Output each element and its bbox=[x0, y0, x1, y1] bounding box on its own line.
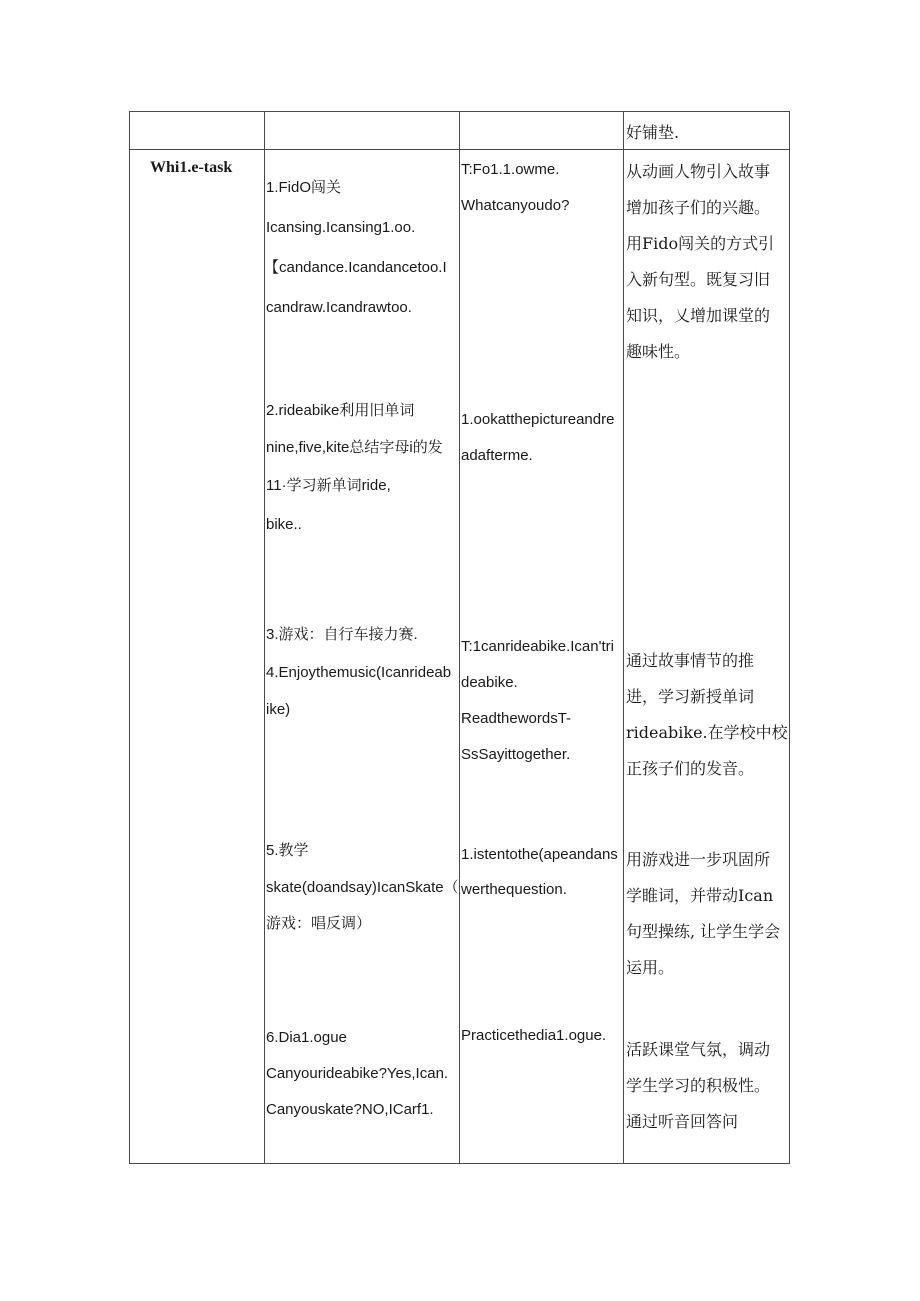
purpose-line: 学睢词，并带动Ican bbox=[626, 886, 774, 905]
purpose-line: 从动画人物引入故事 bbox=[626, 162, 771, 181]
step-line: Canyouskate?NO,ICarf1. bbox=[266, 1101, 434, 1118]
step-line: 3.游戏：自行车接力赛. bbox=[266, 626, 418, 643]
step-line: nine,five,kite总结字母i的发 bbox=[266, 439, 443, 456]
purpose-line: 用游戏进一步巩固所 bbox=[626, 850, 771, 869]
activity-line: ReadthewordsT- bbox=[461, 710, 572, 727]
purpose-line: 知识，乂增加课堂的 bbox=[626, 306, 771, 325]
purpose-line: 活跃课堂气氛，调动 bbox=[626, 1040, 771, 1059]
step-line: 游戏：唱反调） bbox=[266, 915, 372, 932]
purpose-line: 正孩子们的发音。 bbox=[626, 759, 755, 778]
purpose-line: 通过听音回答问 bbox=[626, 1112, 739, 1131]
purpose-line: 进，学习新授单词 bbox=[626, 687, 755, 706]
activity-line: 1.ookatthepictureandre bbox=[461, 411, 615, 428]
activity-line: Whatcanyoudo? bbox=[461, 197, 570, 214]
step-line: Canyourideabike?Yes,Ican. bbox=[266, 1065, 449, 1082]
step-line: candraw.Icandrawtoo. bbox=[266, 299, 412, 316]
activity-line: SsSayittogether. bbox=[461, 746, 571, 763]
step-line: 11·学习新单词ride, bbox=[266, 477, 391, 494]
purpose-line: 趣味性。 bbox=[626, 342, 691, 361]
purpose-line: rideabike.在学校中校 bbox=[626, 723, 788, 742]
step-line: ike) bbox=[266, 701, 291, 718]
step-line: 6.Dia1.ogue bbox=[266, 1029, 347, 1046]
table-right-border bbox=[789, 111, 790, 1164]
step-line: bike.. bbox=[266, 516, 302, 533]
activity-line: T:Fo1.1.owme. bbox=[461, 161, 560, 178]
purpose-line: 句型操练, 让学生学会 bbox=[626, 922, 781, 941]
activity-line: deabike. bbox=[461, 674, 518, 691]
table-left-border bbox=[129, 111, 130, 1164]
step-line: Icansing.Icansing1.oo. bbox=[266, 219, 416, 236]
step-line: 1.FidO闯关 bbox=[266, 179, 342, 196]
column-divider-3 bbox=[623, 111, 624, 1164]
purpose-line: 用Fido闯关的方式引 bbox=[626, 234, 775, 253]
activity-line: 1.istentothe(apeandans bbox=[461, 846, 618, 863]
step-line: skate(doandsay)IcanSkate（ bbox=[266, 879, 459, 896]
step-line: 5.教学 bbox=[266, 842, 309, 859]
step-line: 【candance.Icandancetoo.I bbox=[264, 259, 447, 276]
step-line: 4.Enjoythemusic(Icanrideab bbox=[266, 664, 452, 681]
activity-line: werthequestion. bbox=[461, 881, 567, 898]
purpose-line: 运用。 bbox=[626, 958, 675, 977]
stage-label: Whi1.e-task bbox=[150, 159, 233, 176]
activity-line: Practicethedia1.ogue. bbox=[461, 1027, 607, 1044]
step-line: 2.rideabike利用旧单词 bbox=[266, 402, 415, 419]
purpose-line: 增加孩子们的兴趣。 bbox=[626, 198, 771, 217]
top-row-purpose-text: 好铺垫. bbox=[626, 123, 680, 142]
purpose-line: 入新句型。既复习旧 bbox=[626, 270, 771, 289]
activity-line: adafterme. bbox=[461, 447, 533, 464]
activity-line: T:1canrideabike.Ican'tri bbox=[461, 638, 614, 655]
purpose-line: 学生学习的积极性。 bbox=[626, 1076, 771, 1095]
purpose-line: 通过故事情节的推 bbox=[626, 651, 755, 670]
column-divider-2 bbox=[459, 111, 460, 1164]
